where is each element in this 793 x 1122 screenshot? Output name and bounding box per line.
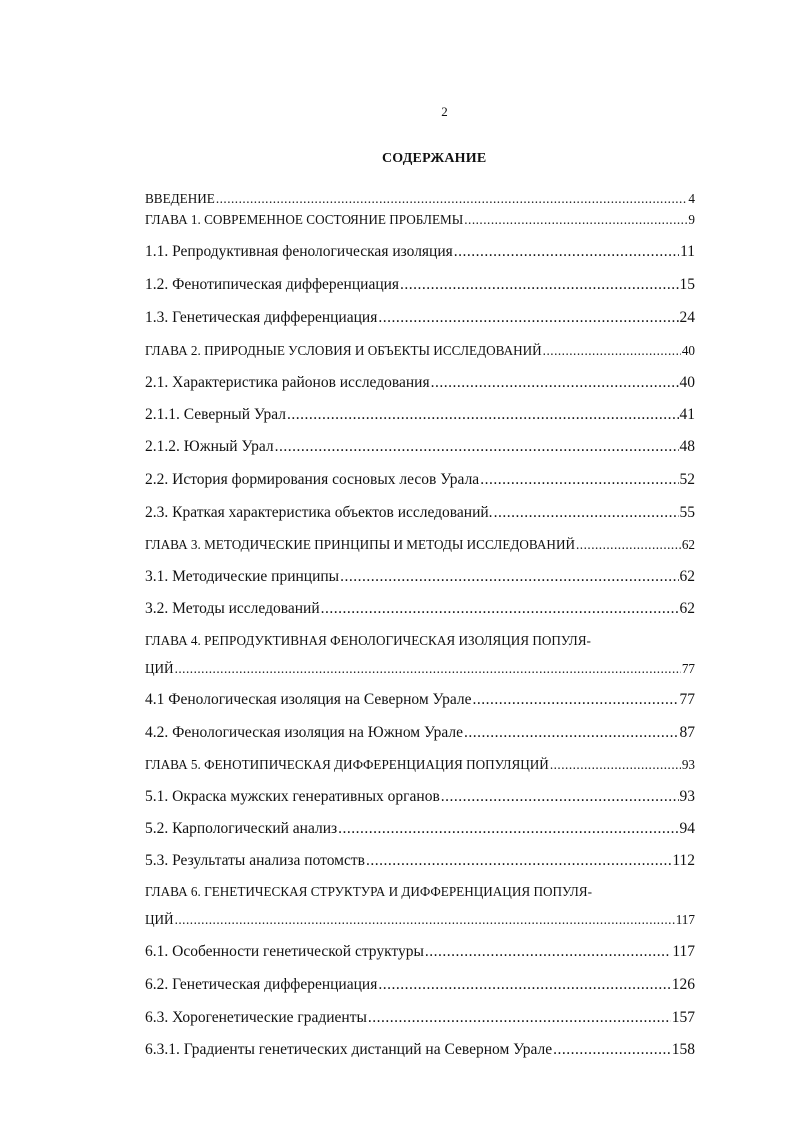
toc-leader [494, 503, 679, 523]
toc-entry-label: 2.1.1. Северный Урал [145, 406, 287, 423]
toc-leader [425, 942, 671, 962]
toc-entry-page: 11 [680, 243, 695, 260]
toc-entry [145, 373, 695, 393]
toc-entry-page: 24 [679, 309, 695, 326]
toc-entry-label: ГЛАВА 1. СОВРЕМЕННОЕ СОСТОЯНИЕ ПРОБЛЕМЫ [145, 212, 464, 227]
toc-leader [431, 373, 679, 393]
toc-entry-label: ЦИЙ [145, 661, 174, 676]
toc-entry-label: 1.2. Фенотипическая дифференциация [145, 276, 400, 293]
toc-leader [464, 723, 679, 743]
toc-entry-label: 2.3. Краткая характеристика объектов исследований. [145, 504, 493, 521]
toc-entry [145, 755, 695, 775]
toc-entry-label: 5.1. Окраска мужских генеративных органов [145, 788, 440, 805]
toc-entry [145, 275, 695, 295]
toc-entry-page: 117 [675, 912, 695, 927]
toc-entry-label: ГЛАВА 6. ГЕНЕТИЧЕСКАЯ СТРУКТУРА И ДИФФЕРЕНЦИАЦИЯ ПОПУЛЯ- [145, 884, 592, 899]
toc-entry-page: 9 [688, 212, 695, 227]
toc-entry-label: 6.3. Хорогенетические градиенты [145, 1009, 367, 1026]
toc-entry [145, 1040, 695, 1060]
toc-entry-page: 117 [672, 943, 695, 960]
toc-leader [216, 189, 688, 209]
toc-entry-page: 55 [679, 504, 695, 521]
toc-entry-page: 157 [671, 1009, 695, 1026]
toc-leader [368, 1008, 671, 1028]
toc-leader [441, 787, 679, 807]
toc-entry-page: 40 [679, 374, 695, 391]
toc-entry [145, 787, 695, 807]
toc-entry-page: 40 [681, 343, 695, 358]
toc-entry [145, 910, 695, 930]
toc-entry-label: 2.2. История формирования сосновых лесов Урала [145, 471, 480, 488]
toc-entry-page: 93 [679, 788, 695, 805]
toc-entry-page: 48 [679, 438, 695, 455]
toc-entry-page: 77 [679, 691, 695, 708]
toc-entry [145, 567, 695, 587]
toc-entry [145, 470, 695, 490]
toc-leader [473, 690, 679, 710]
toc-entry-label: ГЛАВА 2. ПРИРОДНЫЕ УСЛОВИЯ И ОБЪЕКТЫ ИССЛЕДОВАНИЙ [145, 343, 542, 358]
toc-entry-label: 3.1. Методические принципы [145, 568, 340, 585]
toc-entry-label: ГЛАВА 3. МЕТОДИЧЕСКИЕ ПРИНЦИПЫ И МЕТОДЫ ИССЛЕДОВАНИЙ [145, 537, 575, 552]
toc-entry-page: 41 [679, 406, 695, 423]
toc-entry [145, 1008, 695, 1028]
toc-entry [145, 723, 695, 743]
toc-leader [464, 210, 687, 230]
toc-entry-label: ЦИЙ [145, 912, 174, 927]
toc-entry [145, 405, 695, 425]
toc-leader [175, 659, 681, 679]
toc-entry-label: 1.3. Генетическая дифференциация [145, 309, 378, 326]
toc-entry [145, 210, 695, 230]
toc-entry-label: ВВЕДЕНИЕ [145, 191, 215, 206]
toc-entry-page: 126 [671, 976, 695, 993]
page-number: 2 [441, 104, 448, 119]
toc-entry-label: 1.1. Репродуктивная фенологическая изоляция [145, 243, 453, 260]
toc-entry-label: 2.1. Характеристика районов исследования [145, 374, 430, 391]
toc-leader [321, 599, 679, 619]
toc-entry-label: 6.3.1. Градиенты генетических дистанций на Северном Урале [145, 1041, 553, 1058]
toc-entry-page: 93 [681, 757, 695, 772]
toc-entry-page: 158 [671, 1041, 695, 1058]
toc-leader [400, 275, 678, 295]
toc-entry [145, 659, 695, 679]
toc-entry-page: 4 [688, 191, 695, 206]
toc-leader [366, 851, 671, 871]
toc-entry [145, 189, 695, 209]
toc-entry-label: 4.1 Фенологическая изоляция на Северном Урале [145, 691, 472, 708]
toc-leader [454, 242, 679, 262]
toc-leader [576, 535, 681, 555]
toc-entry [145, 437, 695, 457]
toc-leader [338, 819, 678, 839]
toc-leader [480, 470, 678, 490]
toc-entry-page: 15 [679, 276, 695, 293]
toc-entry [145, 503, 695, 523]
toc-entry [145, 599, 695, 619]
toc-entry [145, 341, 695, 361]
toc-entry [145, 631, 695, 651]
toc-entry-label: 5.3. Результаты анализа потомств [145, 852, 365, 869]
toc-entry-page: 62 [679, 568, 695, 585]
toc-entry-label: ГЛАВА 4. РЕПРОДУКТИВНАЯ ФЕНОЛОГИЧЕСКАЯ ИЗОЛЯЦИЯ ПОПУЛЯ- [145, 633, 591, 648]
toc-title: СОДЕРЖАНИЕ [382, 151, 487, 166]
toc-entry-label: 2.1.2. Южный Урал [145, 438, 274, 455]
toc-entry-label: 3.2. Методы исследований [145, 600, 320, 617]
toc-entry-page: 62 [679, 600, 695, 617]
toc-entry-page: 52 [679, 471, 695, 488]
toc-entry [145, 882, 695, 902]
toc-entry [145, 690, 695, 710]
toc-leader [553, 1040, 671, 1060]
toc-entry [145, 819, 695, 839]
toc-entry-page: 77 [681, 661, 695, 676]
toc-leader [550, 755, 681, 775]
toc-entry [145, 942, 695, 962]
toc-entry [145, 242, 695, 262]
toc-leader [175, 910, 675, 930]
toc-leader [378, 975, 670, 995]
toc-leader [543, 341, 681, 361]
toc-leader [287, 405, 678, 425]
toc-entry-page: 62 [681, 537, 695, 552]
toc-entry-page: 112 [672, 852, 695, 869]
toc-entry-label: 5.2. Карпологический анализ [145, 820, 338, 837]
toc-entry [145, 851, 695, 871]
toc-leader [340, 567, 678, 587]
toc-leader [275, 437, 679, 457]
toc-entry-label: 6.1. Особенности генетической структуры [145, 943, 424, 960]
toc-entry [145, 535, 695, 555]
toc-entry-page: 94 [679, 820, 695, 837]
toc-entry-label: ГЛАВА 5. ФЕНОТИПИЧЕСКАЯ ДИФФЕРЕНЦИАЦИЯ ПОПУЛЯЦИЙ [145, 757, 549, 772]
toc-entry-label: 6.2. Генетическая дифференциация [145, 976, 378, 993]
toc-entry-label: 4.2. Фенологическая изоляция на Южном Урале [145, 724, 463, 741]
toc-leader [378, 308, 678, 328]
toc-entry [145, 308, 695, 328]
toc-entry-page: 87 [679, 724, 695, 741]
toc-entry [145, 975, 695, 995]
